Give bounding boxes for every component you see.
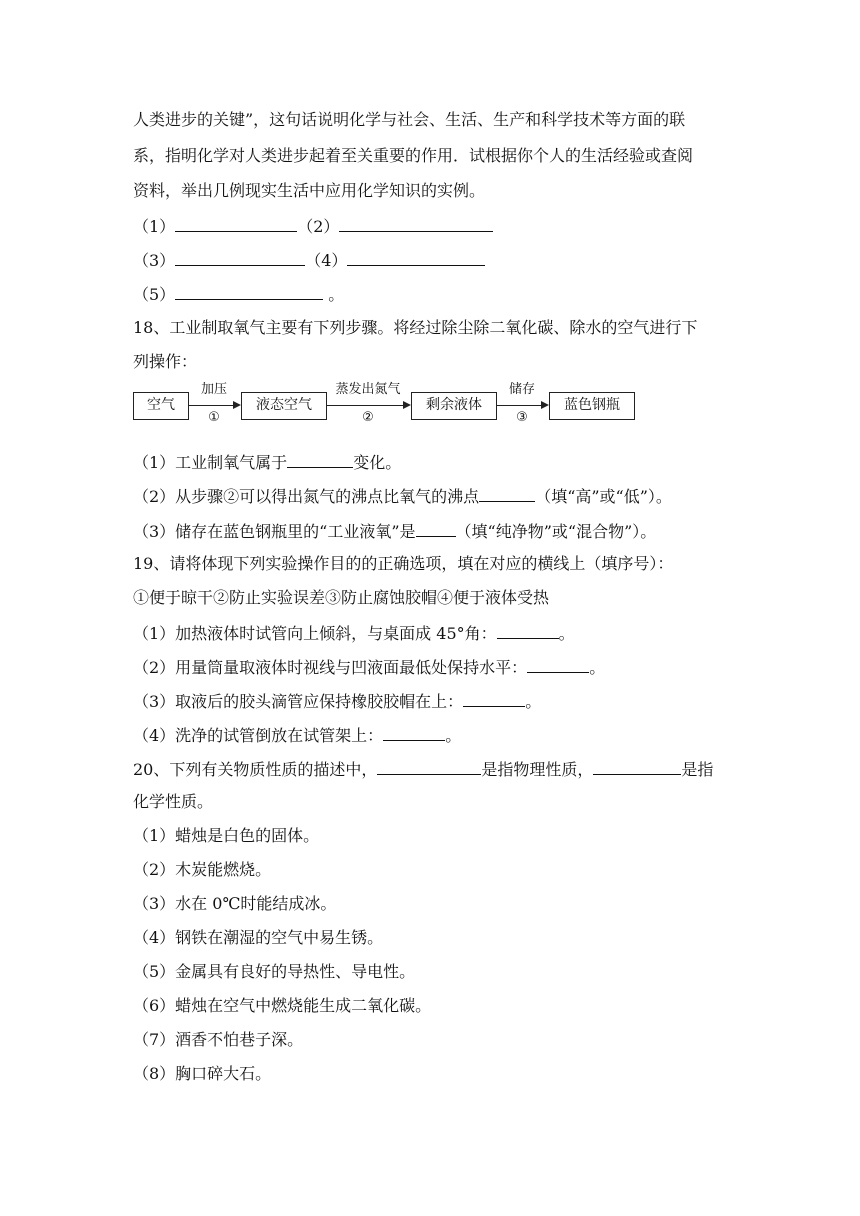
flow-arrow-3-label: 储存 — [508, 382, 535, 397]
answer-blank-4[interactable] — [347, 249, 485, 266]
q20-blank-chemical[interactable] — [593, 758, 681, 775]
blank-label-5: （5） — [133, 285, 176, 304]
q20-item-2: （2）木炭能燃烧。 — [133, 860, 272, 879]
answer-blank-3[interactable] — [175, 249, 305, 266]
q19-sub-4-text: （4）洗净的试管倒放在试管架上： — [133, 726, 384, 745]
answer-row-1 — [133, 215, 493, 237]
q18-sub-1-end: 变化。 — [353, 453, 402, 472]
q19-blank-3[interactable] — [463, 690, 525, 707]
flow-arrow-1-label: 加压 — [200, 382, 227, 397]
intro-line-3: 资料，举出几例现实生活中应用化学知识的实例。 — [133, 181, 486, 200]
flow-box-liquid-air: 液态空气 — [241, 392, 327, 420]
flow-arrow-3-step: ③ — [516, 410, 528, 425]
q18-sub-3 — [133, 520, 656, 542]
q20-item-1: （1）蜡烛是白色的固体。 — [133, 826, 320, 845]
answer-blank-2[interactable] — [339, 215, 493, 232]
blank-label-4: （4） — [305, 251, 348, 270]
q20-line-1 — [133, 758, 713, 780]
q19-sub-4 — [133, 724, 461, 746]
q18-sub-1 — [133, 451, 401, 473]
answer-blank-5[interactable] — [175, 283, 323, 300]
q19-sub-3 — [133, 690, 541, 712]
flow-box-remaining-liquid: 剩余液体 — [411, 392, 497, 420]
flow-box-air: 空气 — [133, 392, 189, 420]
q18-line-2: 列操作： — [133, 352, 198, 371]
q19-blank-4[interactable] — [383, 724, 445, 741]
flow-box-blue-cylinder: 蓝色钢瓶 — [549, 392, 635, 420]
q19-line-1: 19、请将体现下列实验操作目的的正确选项，填在对应的横线上（填序号）： — [133, 554, 674, 573]
q18-blank-2[interactable] — [479, 485, 535, 502]
q19-blank-1[interactable] — [497, 622, 559, 639]
q20-item-4: （4）钢铁在潮湿的空气中易生锈。 — [133, 928, 384, 947]
blank-label-2: （2） — [297, 217, 340, 236]
q18-sub-3-text: （3）储存在蓝色钢瓶里的“工业液氧”是 — [133, 522, 416, 541]
q19-blank-2[interactable] — [527, 656, 589, 673]
flow-arrow-2 — [327, 405, 409, 406]
q20-item-6: （6）蜡烛在空气中燃烧能生成二氧化碳。 — [133, 996, 432, 1015]
answer-row-3 — [133, 283, 344, 305]
q19-sub-2-end: 。 — [589, 658, 606, 677]
q20-item-5: （5）金属具有良好的导热性、导电性。 — [133, 962, 416, 981]
q18-blank-1[interactable] — [287, 451, 353, 468]
q20-blank-physical[interactable] — [377, 758, 481, 775]
q18-line-1: 18、工业制取氧气主要有下列步骤。将经过除尘除二氧化碳、除水的空气进行下 — [133, 318, 698, 337]
q20-item-8: （8）胸口碎大石。 — [133, 1064, 272, 1083]
answer-blank-1[interactable] — [175, 215, 297, 232]
intro-line-2: 系，指明化学对人类进步起着至关重要的作用．试根据你个人的生活经验或查阅 — [133, 146, 694, 165]
answer-row-2 — [133, 249, 485, 271]
flow-arrow-2-label: 蒸发出氮气 — [335, 382, 401, 397]
flow-arrow-1 — [189, 405, 239, 406]
q18-sub-2-text: （2）从步骤②可以得出氮气的沸点比氧气的沸点 — [133, 487, 480, 506]
blank-label-3: （3） — [133, 251, 176, 270]
q19-sub-3-text: （3）取液后的胶头滴管应保持橡胶胶帽在上： — [133, 692, 464, 711]
q19-sub-1-text: （1）加热液体时试管向上倾斜，与桌面成 45°角： — [133, 624, 497, 643]
q20-item-7: （7）酒香不怕巷子深。 — [133, 1030, 304, 1049]
q19-line-2: ①便于晾干②防止实验误差③防止腐蚀胶帽④便于液体受热 — [133, 588, 550, 607]
q20-line-2: 化学性质。 — [133, 792, 214, 811]
q18-sub-1-text: （1）工业制氧气属于 — [133, 453, 288, 472]
oxygen-production-flow-diagram — [133, 380, 673, 430]
q18-blank-3[interactable] — [416, 520, 456, 537]
q18-sub-2 — [133, 485, 672, 507]
q19-sub-1-end: 。 — [558, 624, 575, 643]
q18-sub-2-end: （填“高”或“低”）。 — [535, 487, 672, 506]
q19-sub-4-end: 。 — [445, 726, 462, 745]
q20-line-1-text: 20、下列有关物质性质的描述中， — [133, 760, 378, 779]
flow-arrow-2-step: ② — [362, 410, 374, 425]
q19-sub-2-text: （2）用量筒量取液体时视线与凹液面最低处保持水平： — [133, 658, 528, 677]
q20-item-3: （3）水在 0℃时能结成冰。 — [133, 894, 337, 913]
blank-label-1: （1） — [133, 217, 176, 236]
q19-sub-1 — [133, 622, 575, 644]
flow-arrow-1-step: ① — [208, 410, 220, 425]
q18-sub-3-end: （填“纯净物”或“混合物”）。 — [455, 522, 657, 541]
q19-sub-3-end: 。 — [525, 692, 542, 711]
q20-line-1-end: 是指 — [681, 760, 714, 779]
answer-row-3-end: 。 — [323, 285, 345, 304]
intro-line-1: 人类进步的关键”，这句话说明化学与社会、生活、生产和科学技术等方面的联 — [133, 110, 686, 129]
q20-line-1-mid: 是指物理性质， — [481, 760, 594, 779]
q19-sub-2 — [133, 656, 605, 678]
flow-arrow-3 — [497, 405, 547, 406]
